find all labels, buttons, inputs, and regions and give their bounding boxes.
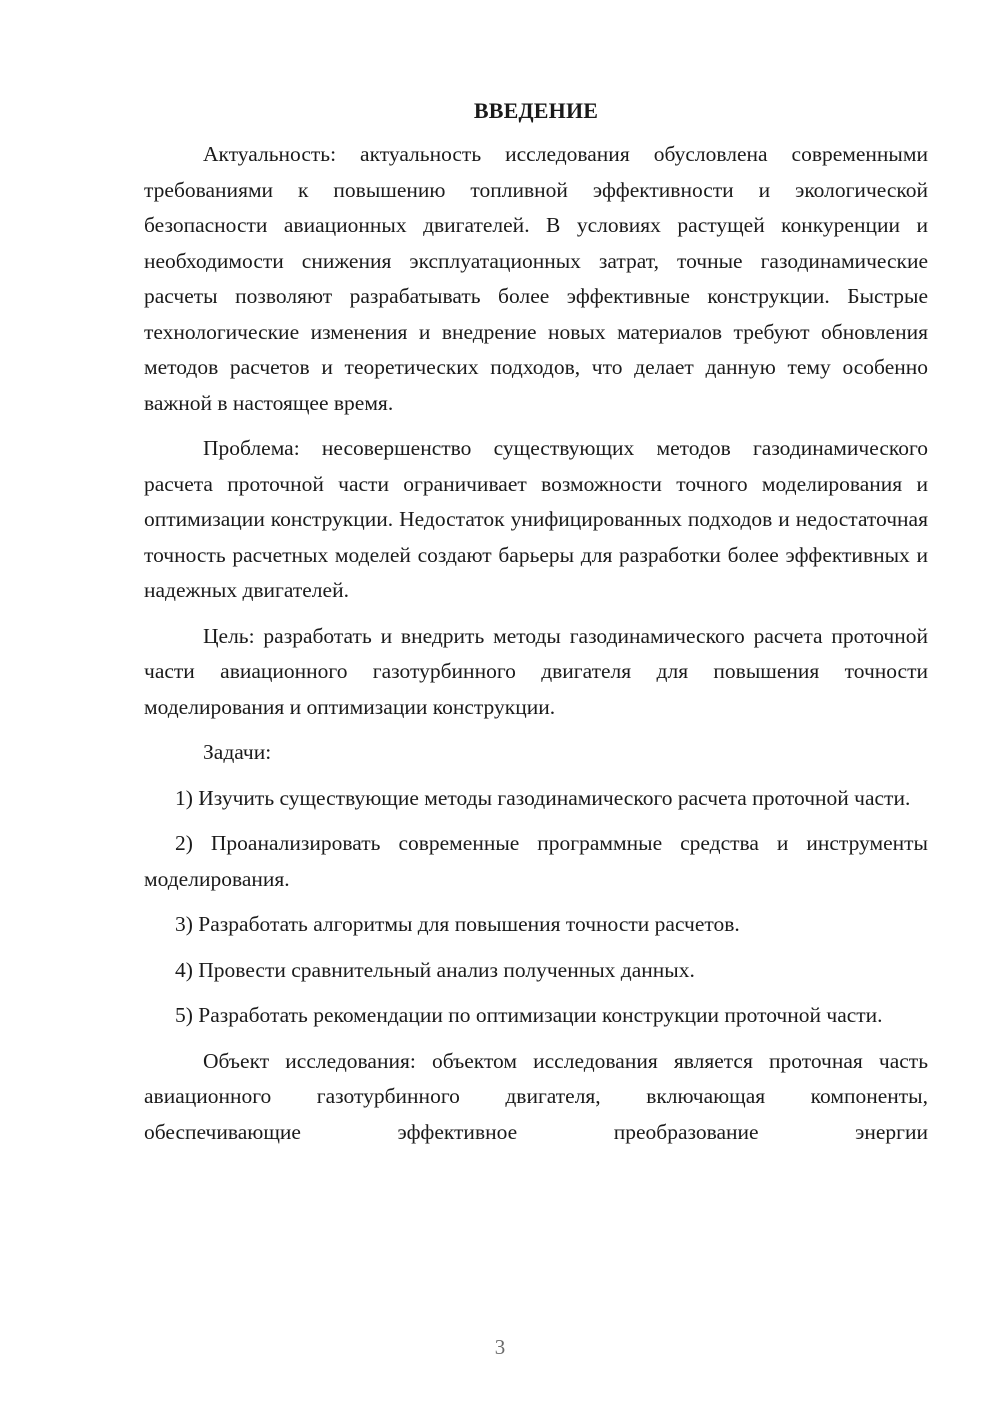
task-item: 2) Проанализировать современные программные средства и инструменты моделирования. — [144, 831, 928, 891]
page-number: 3 — [494, 1335, 506, 1359]
task-item: 4) Провести сравнительный анализ полученных данных. — [175, 957, 695, 982]
problem-paragraph: Проблема: несовершенство существующих методов газодинамического расчета проточной части ограничивает возможности точного моделирования и оптимизации конструкции. Недостаток унифицированных подходов и недостаточная точность расчетных моделей создают барьеры для разработки более эффективных и надежных двигателей. — [144, 436, 928, 602]
page-body — [144, 96, 928, 1150]
tasks-label: Задачи: — [203, 740, 272, 764]
task-item: 1) Изучить существующие методы газодинамического расчета проточной части. — [175, 785, 911, 810]
object-paragraph: Объект исследования: объектом исследования является проточная часть авиационного газотурбинного двигателя, включающая компоненты, обеспечивающие эффективное преобразование энергии — [144, 1048, 928, 1144]
section-heading: ВВЕДЕНИЕ — [473, 98, 599, 123]
relevance-paragraph: Актуальность: актуальность исследования обусловлена современными требованиями к повышению топливной эффективности и экологической безопасности авиационных двигателей. В условиях растущей конкуренции и необходимости снижения эксплуатационных затрат, точные газодинамические расчеты позволяют разрабатывать более эффективные конструкции. Быстрые технологические изменения и внедрение новых материалов требуют обновления методов расчетов и теоретических подходов, что делает данную тему особенно важной в настоящее время. — [144, 142, 928, 415]
goal-paragraph: Цель: разработать и внедрить методы газодинамического расчета проточной части авиационного газотурбинного двигателя для повышения точности моделирования и оптимизации конструкции. — [144, 623, 928, 719]
task-item: 3) Разработать алгоритмы для повышения точности расчетов. — [175, 912, 740, 936]
task-item: 5) Разработать рекомендации по оптимизации конструкции проточной части. — [175, 1003, 883, 1027]
